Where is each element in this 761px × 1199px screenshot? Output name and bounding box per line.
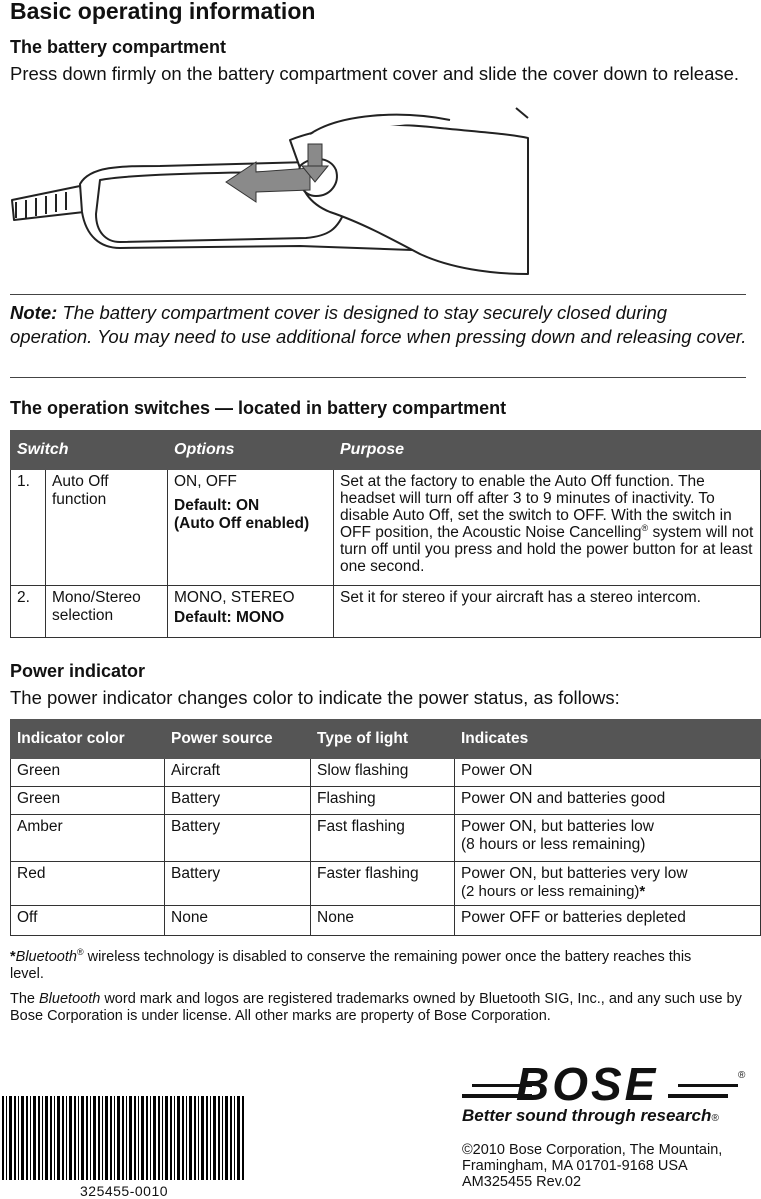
footnote-asterisk: *	[639, 883, 646, 900]
table-row	[11, 815, 761, 862]
logo-reg: ®	[738, 1070, 746, 1081]
registered-mark: ®	[76, 947, 84, 958]
switches-table	[10, 430, 761, 638]
light-type: Flashing	[311, 787, 455, 815]
battery-heading: The battery compartment	[10, 37, 227, 57]
bluetooth-word: Bluetooth	[15, 949, 77, 965]
footnote-asterisk: *	[10, 949, 16, 965]
power-heading: Power indicator	[10, 661, 146, 681]
light-type: Faster flashing	[311, 862, 455, 906]
table-row	[11, 787, 761, 815]
trademark-notice	[10, 991, 750, 1025]
tagline-text: Better sound through research	[462, 1106, 712, 1125]
indicates	[455, 862, 761, 906]
indicates: Power OFF or batteries depleted	[455, 906, 761, 936]
page-title: Basic operating information	[10, 0, 316, 24]
footnote-text: wireless technology is disabled to conserve the remaining power once the battery reaches this level.	[10, 949, 692, 982]
default-note: (Auto Off enabled)	[174, 515, 310, 532]
indicates-line2	[461, 883, 754, 900]
bose-wordmark	[462, 1064, 748, 1106]
switches-header-purpose: Purpose	[334, 431, 761, 470]
note-label: Note:	[10, 302, 58, 323]
row-number: 1.	[11, 470, 46, 586]
logo-text: BOSE	[516, 1064, 659, 1106]
table-row	[11, 470, 761, 586]
switches-header-row	[11, 431, 761, 470]
power-source: Aircraft	[165, 759, 311, 787]
row-number: 2.	[11, 586, 46, 638]
switch-options	[168, 586, 334, 638]
light-type: Slow flashing	[311, 759, 455, 787]
indicates: Power ON	[455, 759, 761, 787]
copyright-line1: ©2010 Bose Corporation, The Mountain,	[462, 1142, 723, 1158]
barcode	[2, 1096, 244, 1180]
indicator-color: Green	[11, 787, 165, 815]
copyright-line3: AM325455 Rev.02	[462, 1174, 582, 1190]
power-header-color: Indicator color	[11, 720, 165, 759]
indicator-color: Amber	[11, 815, 165, 862]
copyright-line2: Framingham, MA 01701-9168 USA	[462, 1158, 688, 1174]
table-row	[11, 906, 761, 936]
light-type: None	[311, 906, 455, 936]
default-value: Default: ON	[174, 497, 260, 514]
power-source: Battery	[165, 815, 311, 862]
table-row	[11, 586, 761, 638]
tagline	[462, 1106, 719, 1126]
indicates-line2: (8 hours or less remaining)	[461, 836, 646, 853]
power-source: Battery	[165, 862, 311, 906]
power-header-row	[11, 720, 761, 759]
power-header-indicates: Indicates	[455, 720, 761, 759]
power-header-light: Type of light	[311, 720, 455, 759]
switches-header-options: Options	[168, 431, 334, 470]
barcode-number: 325455-0010	[80, 1183, 169, 1199]
power-table	[10, 719, 761, 936]
trademark-the: The	[10, 991, 40, 1007]
bose-logo	[462, 1064, 748, 1106]
switch-options	[168, 470, 334, 586]
table-row	[11, 759, 761, 787]
default-value: Default: MONO	[174, 609, 285, 626]
switch-purpose	[334, 470, 761, 586]
indicator-color: Off	[11, 906, 165, 936]
note	[10, 301, 750, 349]
tagline-reg: ®	[711, 1113, 719, 1124]
options-values: ON, OFF	[174, 473, 237, 490]
switch-name: Mono/Stereo selection	[46, 586, 168, 638]
light-type: Fast flashing	[311, 815, 455, 862]
switch-purpose: Set it for stereo if your aircraft has a stereo intercom.	[334, 586, 761, 638]
note-top-rule	[10, 294, 746, 295]
switches-header-switch: Switch	[11, 431, 168, 470]
power-source: None	[165, 906, 311, 936]
indicates-line1: Power ON, but batteries low	[461, 818, 654, 835]
note-text: The battery compartment cover is designed to stay securely closed during operation. You may need to use additional force when pressing down and releasing cover.	[10, 302, 747, 347]
note-bottom-rule	[10, 377, 746, 378]
indicates-line1: Power ON, but batteries very low	[461, 865, 688, 882]
options-values: MONO, STEREO	[174, 589, 295, 606]
purpose-text: Set at the factory to enable the Auto Off function. The headset will turn off after 3 to 9 minutes of inactivity. To disable Auto Off, set the switch to OFF. With the switch in OFF position, the Acoustic Noise Cancelling	[340, 473, 732, 541]
power-source: Battery	[165, 787, 311, 815]
power-intro: The power indicator changes color to indicate the power status, as follows:	[10, 687, 620, 708]
indicates-remaining: (2 hours or less remaining)	[461, 883, 640, 900]
bluetooth-word: Bluetooth	[39, 991, 101, 1007]
indicates	[455, 815, 761, 862]
registered-mark: ®	[641, 522, 649, 533]
indicates: Power ON and batteries good	[455, 787, 761, 815]
power-header-source: Power source	[165, 720, 311, 759]
battery-cover-illustration	[10, 104, 530, 280]
trademark-text: word mark and logos are registered trademarks owned by Bluetooth SIG, Inc., and any such use by Bose Corporation is under license. All other marks are property of Bose Corporation.	[10, 991, 742, 1024]
purpose-text-cont: system will not turn off until you press and hold the power button for at least one second.	[340, 524, 754, 575]
indicator-color: Green	[11, 759, 165, 787]
battery-instruction: Press down firmly on the battery compartment cover and slide the cover down to release.	[10, 63, 740, 84]
switch-name: Auto Off function	[46, 470, 168, 586]
indicator-color: Red	[11, 862, 165, 906]
table-row	[11, 862, 761, 906]
copyright	[462, 1142, 722, 1190]
bluetooth-footnote	[10, 949, 720, 983]
switches-heading: The operation switches — located in battery compartment	[10, 398, 507, 418]
